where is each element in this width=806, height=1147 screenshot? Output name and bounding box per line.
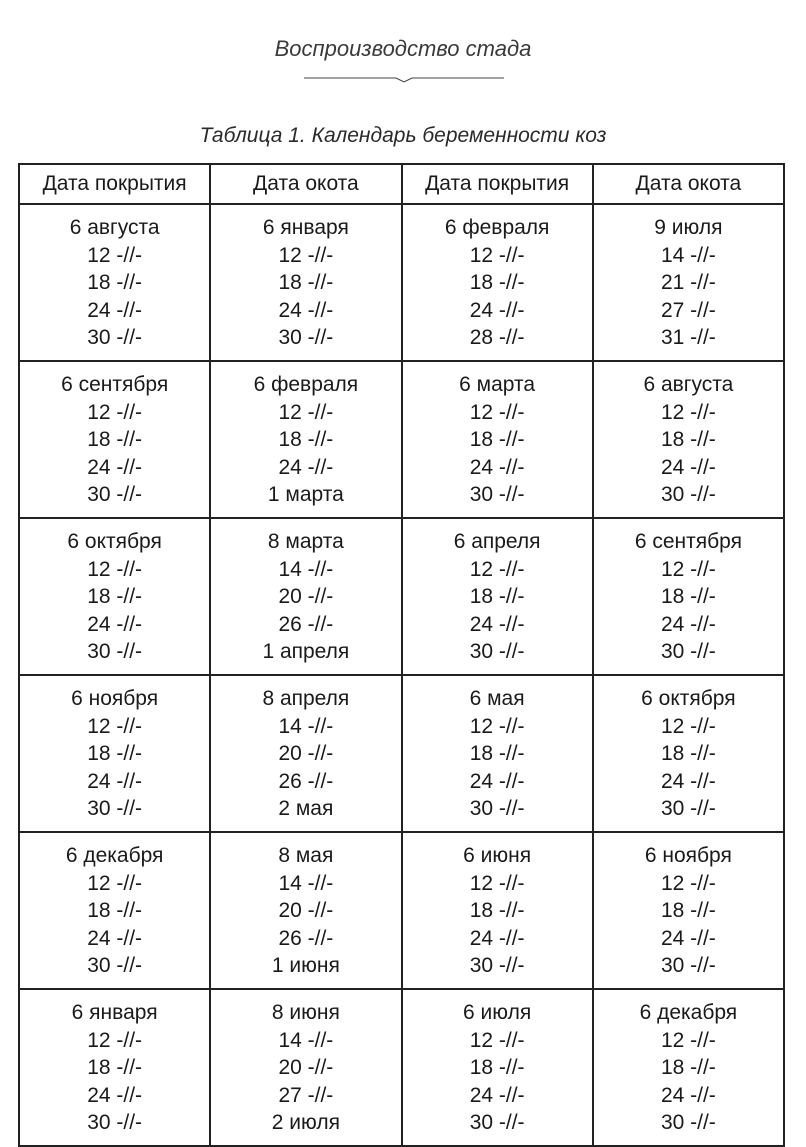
date-entry: 14 -//-: [278, 1028, 334, 1052]
date-entry: 12 -//-: [660, 714, 716, 738]
date-entry: 18 -//-: [660, 585, 716, 608]
date-entry: 6 сентября: [61, 373, 169, 396]
date-entry: 8 мая: [278, 844, 334, 867]
kidding-date-cell: [593, 832, 784, 989]
table-row: [19, 361, 784, 518]
date-entry: 18 -//-: [660, 742, 716, 765]
date-entry: 12 -//-: [469, 714, 525, 738]
mating-date-cell: [402, 518, 593, 675]
date-entry: 12 -//-: [660, 400, 716, 424]
kidding-date-cell: [210, 518, 401, 675]
date-entry: 18 -//-: [469, 585, 525, 608]
date-entry: 6 февраля: [444, 216, 550, 239]
date-entry: 18 -//-: [87, 271, 143, 294]
date-entry: 12 -//-: [660, 871, 716, 895]
kidding-date-cell: [210, 361, 401, 518]
date-entry: 20 -//-: [278, 585, 334, 608]
date-entry: 12 -//-: [87, 871, 143, 895]
date-entry: 30 -//-: [469, 954, 525, 977]
date-entry: 12 -//-: [87, 1028, 143, 1052]
date-entry: 6 января: [71, 1001, 158, 1024]
date-entry: 1 апреля: [262, 640, 350, 663]
kidding-date-cell: [210, 989, 401, 1146]
date-entry: 6 декабря: [639, 1001, 738, 1024]
column-header-mating-date: Дата покрытия: [402, 164, 593, 204]
date-entry: 12 -//-: [469, 400, 525, 424]
table-body: [19, 204, 784, 1146]
column-header-kidding-date: Дата окота: [593, 164, 784, 204]
date-entry: 6 июля: [463, 1001, 532, 1024]
table-row: [19, 518, 784, 675]
date-entry: 18 -//-: [469, 742, 525, 765]
date-entry: 6 ноября: [644, 844, 732, 867]
mating-date-cell: [402, 361, 593, 518]
table-row: [19, 204, 784, 361]
date-entry: 12 -//-: [660, 1028, 716, 1052]
date-entry: 24 -//-: [87, 926, 143, 950]
date-entry: 30 -//-: [660, 1111, 716, 1134]
date-entry: 30 -//-: [278, 326, 334, 349]
date-entry: 12 -//-: [87, 557, 143, 581]
kidding-date-cell: [210, 675, 401, 832]
header-ornament-rule: [304, 74, 504, 84]
kidding-date-cell: [593, 675, 784, 832]
date-entry: 24 -//-: [660, 926, 716, 950]
column-header-mating-date: Дата покрытия: [19, 164, 210, 204]
date-entry: 14 -//-: [660, 243, 716, 267]
date-entry: 30 -//-: [660, 640, 716, 663]
date-entry: 30 -//-: [469, 483, 525, 506]
date-entry: 24 -//-: [278, 298, 334, 322]
date-entry: 14 -//-: [278, 871, 334, 895]
date-entry: 24 -//-: [469, 769, 525, 793]
date-entry: 14 -//-: [278, 557, 334, 581]
date-entry: 30 -//-: [469, 797, 525, 820]
date-entry: 26 -//-: [278, 769, 334, 793]
date-entry: 24 -//-: [469, 926, 525, 950]
table-row: [19, 675, 784, 832]
date-entry: 12 -//-: [87, 714, 143, 738]
date-entry: 30 -//-: [660, 483, 716, 506]
date-entry: 24 -//-: [469, 298, 525, 322]
date-entry: 28 -//-: [469, 326, 525, 349]
date-entry: 20 -//-: [278, 742, 334, 765]
gestation-calendar-table: [18, 163, 785, 1147]
date-entry: 12 -//-: [87, 243, 143, 267]
mating-date-cell: [19, 518, 210, 675]
mating-date-cell: [19, 675, 210, 832]
date-entry: 6 ноября: [71, 687, 159, 710]
mating-date-cell: [402, 989, 593, 1146]
date-entry: 27 -//-: [660, 298, 716, 322]
mating-date-cell: [402, 832, 593, 989]
date-entry: 24 -//-: [87, 455, 143, 479]
date-entry: 30 -//-: [87, 326, 143, 349]
date-entry: 6 августа: [69, 216, 160, 239]
date-entry: 30 -//-: [469, 640, 525, 663]
date-entry: 8 июня: [271, 1001, 340, 1024]
table-row: [19, 832, 784, 989]
mating-date-cell: [402, 675, 593, 832]
date-entry: 18 -//-: [660, 899, 716, 922]
date-entry: 18 -//-: [469, 428, 525, 451]
date-entry: 12 -//-: [469, 243, 525, 267]
date-entry: 24 -//-: [660, 455, 716, 479]
date-entry: 20 -//-: [278, 899, 334, 922]
date-entry: 6 августа: [643, 373, 734, 396]
date-entry: 1 июня: [271, 954, 340, 977]
date-entry: 24 -//-: [87, 1083, 143, 1107]
table-row: [19, 989, 784, 1146]
date-entry: 21 -//-: [660, 271, 716, 294]
date-entry: 26 -//-: [278, 612, 334, 636]
date-entry: 30 -//-: [660, 797, 716, 820]
kidding-date-cell: [210, 204, 401, 361]
date-entry: 14 -//-: [278, 714, 334, 738]
date-entry: 6 декабря: [65, 844, 164, 867]
date-entry: 12 -//-: [278, 243, 334, 267]
date-entry: 24 -//-: [660, 1083, 716, 1107]
date-entry: 31 -//-: [660, 326, 716, 349]
date-entry: 18 -//-: [87, 428, 143, 451]
date-entry: 30 -//-: [87, 954, 143, 977]
date-entry: 8 марта: [267, 530, 344, 553]
mating-date-cell: [19, 361, 210, 518]
date-entry: 24 -//-: [660, 769, 716, 793]
date-entry: 30 -//-: [87, 1111, 143, 1134]
date-entry: 12 -//-: [469, 871, 525, 895]
date-entry: 26 -//-: [278, 926, 334, 950]
date-entry: 1 марта: [267, 483, 344, 506]
mating-date-cell: [19, 204, 210, 361]
date-entry: 27 -//-: [278, 1083, 334, 1107]
date-entry: 18 -//-: [469, 899, 525, 922]
date-entry: 24 -//-: [87, 769, 143, 793]
running-header: Воспроизводство стада: [274, 36, 532, 61]
date-entry: 6 февраля: [253, 373, 359, 396]
date-entry: 8 апреля: [262, 687, 350, 710]
column-header-kidding-date: Дата окота: [210, 164, 401, 204]
date-entry: 24 -//-: [660, 612, 716, 636]
date-entry: 30 -//-: [87, 797, 143, 820]
date-entry: 12 -//-: [660, 557, 716, 581]
date-entry: 24 -//-: [278, 455, 334, 479]
date-entry: 18 -//-: [469, 1056, 525, 1079]
mating-date-cell: [19, 989, 210, 1146]
kidding-date-cell: [210, 832, 401, 989]
kidding-date-cell: [593, 518, 784, 675]
date-entry: 12 -//-: [278, 400, 334, 424]
date-entry: 24 -//-: [87, 298, 143, 322]
date-entry: 30 -//-: [660, 954, 716, 977]
date-entry: 2 мая: [278, 797, 334, 820]
date-entry: 18 -//-: [87, 899, 143, 922]
date-entry: 6 октября: [641, 687, 736, 710]
date-entry: 12 -//-: [469, 557, 525, 581]
date-entry: 24 -//-: [469, 612, 525, 636]
date-entry: 6 января: [262, 216, 349, 239]
date-entry: 6 марта: [459, 373, 536, 396]
mating-date-cell: [19, 832, 210, 989]
kidding-date-cell: [593, 204, 784, 361]
date-entry: 24 -//-: [469, 1083, 525, 1107]
kidding-date-cell: [593, 989, 784, 1146]
date-entry: 18 -//-: [278, 428, 334, 451]
date-entry: 18 -//-: [87, 742, 143, 765]
date-entry: 20 -//-: [278, 1056, 334, 1079]
date-entry: 18 -//-: [87, 585, 143, 608]
date-entry: 18 -//-: [660, 428, 716, 451]
date-entry: 24 -//-: [469, 455, 525, 479]
date-entry: 6 сентября: [634, 530, 742, 553]
date-entry: 24 -//-: [87, 612, 143, 636]
date-entry: 18 -//-: [87, 1056, 143, 1079]
date-entry: 12 -//-: [87, 400, 143, 424]
date-entry: 2 июля: [271, 1111, 340, 1134]
date-entry: 30 -//-: [87, 640, 143, 663]
date-entry: 30 -//-: [87, 483, 143, 506]
date-entry: 30 -//-: [469, 1111, 525, 1134]
date-entry: 18 -//-: [278, 271, 334, 294]
table-caption: Таблица 1. Календарь беременности коз: [199, 124, 607, 147]
date-entry: 12 -//-: [469, 1028, 525, 1052]
date-entry: 9 июля: [654, 216, 723, 239]
date-entry: 18 -//-: [469, 271, 525, 294]
date-entry: 18 -//-: [660, 1056, 716, 1079]
date-entry: 6 мая: [469, 687, 525, 710]
date-entry: 6 июня: [463, 844, 532, 867]
date-entry: 6 октября: [67, 530, 162, 553]
table-header-row: [19, 164, 784, 204]
date-entry: 6 апреля: [453, 530, 541, 553]
mating-date-cell: [402, 204, 593, 361]
kidding-date-cell: [593, 361, 784, 518]
